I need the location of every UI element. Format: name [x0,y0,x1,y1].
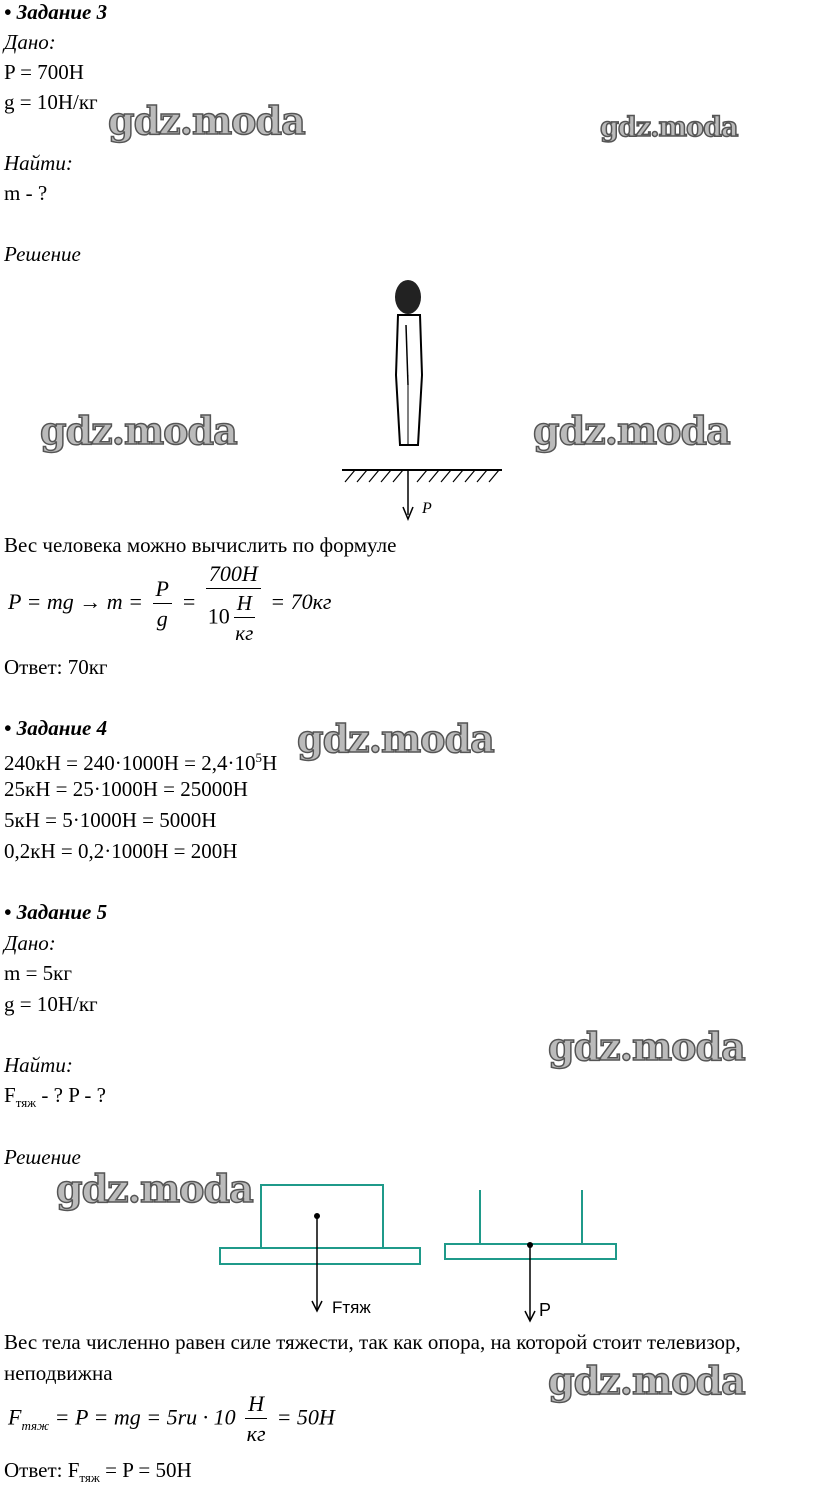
task5-title: • Задание 5 [4,900,108,924]
unit: Н [261,751,278,775]
task4-line: 5кН = 5·1000Н = 5000Н [4,808,217,832]
tv-on-stand-diagram [215,1180,625,1325]
line-text: 240кН = 240·1000Н = 2,4·10 [4,751,256,775]
sub: тяж [79,1470,100,1486]
formula-part: = [181,589,197,615]
gravity-force-label: Fтяж [332,1298,371,1317]
watermark: gdz.moda [600,112,738,143]
numerator: 700H [206,560,261,589]
solution-label: Решение [4,1145,81,1169]
formula-part: P = mg → m = [8,589,144,615]
fraction [206,560,261,648]
watermark: gdz.moda [548,1024,745,1069]
sub: тяж [21,1417,50,1433]
numerator: H [234,589,255,618]
given-line: g = 10Н/кг [4,992,98,1016]
numerator: H [245,1390,267,1419]
f: F [4,1083,16,1107]
formula-result: = 70кг [270,589,332,615]
task3-formula [8,560,331,648]
formula-part: = P = mg = 5ru · 10 [54,1404,236,1430]
task5-text: Вес тела численно равен силе тяжести, так как опора, на которой стоит телевизор, [4,1330,741,1354]
given-label: Дано: [4,30,56,54]
task4-title: • Задание 4 [4,716,108,740]
given-label: Дано: [4,931,56,955]
task3-answer: Ответ: 70кг [4,655,108,679]
watermark: gdz.moda [297,716,494,761]
f: F [8,1404,22,1430]
task4-line: 0,2кН = 0,2·1000Н = 200Н [4,839,238,863]
watermark: gdz.moda [40,408,237,453]
given-line: g = 10H/кг [4,90,98,114]
task5-text: неподвижна [4,1361,113,1385]
fraction [153,575,172,634]
task3-title: • Задание 3 [4,0,108,24]
solution-label: Решение [4,242,81,266]
task3-text: Вес человека можно вычислить по формуле [4,533,397,557]
task5-formula [8,1390,335,1449]
person-standing-figure [330,275,520,525]
task4-line [4,746,277,775]
watermark: gdz.moda [56,1166,253,1211]
post: = P = 50Н [99,1458,192,1482]
number: 10 [207,603,230,629]
fraction [234,589,255,648]
rest: - ? P - ? [36,1083,106,1107]
fraction [245,1390,267,1449]
pre: Ответ: F [4,1458,80,1482]
watermark: gdz.moda [108,98,305,143]
exponent: 5 [255,750,262,765]
given-line: P = 700H [4,60,84,84]
find-line: m - ? [4,181,48,205]
denominator: кг [235,621,254,645]
task4-line: 25кН = 25·1000Н = 25000Н [4,777,248,801]
watermark: gdz.moda [533,408,730,453]
given-line: m = 5кг [4,961,72,985]
numerator: P [153,575,172,604]
weight-label: P [422,500,432,517]
find-label: Найти: [4,1053,73,1077]
denominator: кг [246,1421,266,1446]
find-label: Найти: [4,151,73,175]
denominator: g [156,605,168,631]
task5-answer [4,1458,192,1490]
sub: тяж [15,1095,37,1111]
formula-result: = 50H [276,1404,335,1430]
weight-label: P [539,1300,552,1320]
watermark: gdz.moda [548,1358,745,1403]
denominator [208,589,259,648]
find-line [4,1083,106,1115]
